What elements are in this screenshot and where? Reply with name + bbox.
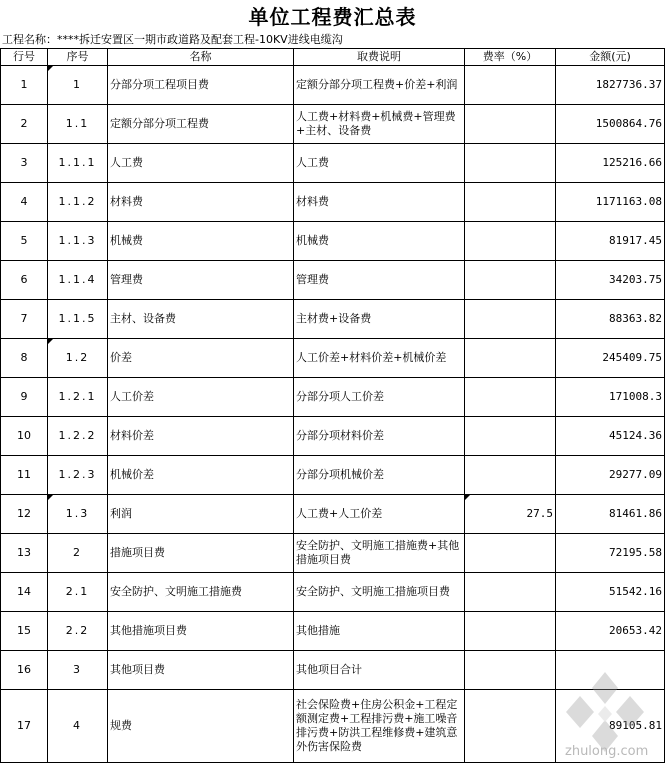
- row-rate: [465, 339, 556, 378]
- row-name-text: 价差: [110, 351, 132, 364]
- row-number: [1, 534, 48, 573]
- row-name-text: 分部分项工程项目费: [110, 78, 209, 91]
- row-desc: [294, 495, 465, 534]
- row-rate: [465, 378, 556, 417]
- row-number-text: 8: [20, 351, 28, 364]
- row-name-text: 机械费: [110, 234, 143, 247]
- row-desc-text: 定额分部分项工程费+价差+利润: [296, 78, 458, 91]
- comment-marker-icon: [465, 495, 470, 500]
- row-desc: [294, 690, 465, 763]
- row-amount: [556, 456, 665, 495]
- row-desc-text: 其他项目合计: [296, 663, 362, 676]
- row-desc-text: 管理费: [296, 273, 329, 286]
- row-seq: [48, 222, 108, 261]
- row-seq-text: 3: [73, 663, 82, 676]
- row-number-text: 4: [20, 195, 28, 208]
- row-desc-text: 人工价差+材料价差+机械价差: [296, 351, 447, 364]
- row-number: [1, 261, 48, 300]
- cost-summary-table: [0, 48, 665, 763]
- row-amount-text: 1500864.76: [595, 117, 662, 130]
- row-desc-text: 人工费+材料费+机械费+管理费+主材、设备费: [296, 110, 456, 137]
- row-rate: [465, 300, 556, 339]
- row-number: [1, 105, 48, 144]
- table-row: [1, 183, 665, 222]
- table-row: [1, 612, 665, 651]
- row-rate: [465, 261, 556, 300]
- row-amount: [556, 339, 665, 378]
- row-name-text: 定额分部分项工程费: [110, 117, 209, 130]
- row-seq: [48, 456, 108, 495]
- row-desc: [294, 417, 465, 456]
- row-name-text: 其他措施项目费: [110, 624, 187, 637]
- row-rate: [465, 534, 556, 573]
- table-row: [1, 339, 665, 378]
- row-seq: [48, 105, 108, 144]
- row-number: [1, 612, 48, 651]
- row-name: [108, 222, 294, 261]
- row-number: [1, 690, 48, 763]
- row-name: [108, 456, 294, 495]
- row-amount-text: 51542.16: [609, 585, 662, 598]
- row-seq: [48, 378, 108, 417]
- header-row-no: 行号: [1, 49, 48, 66]
- row-seq: [48, 534, 108, 573]
- row-number-text: 17: [17, 719, 31, 732]
- row-seq: [48, 495, 108, 534]
- row-amount-text: 245409.75: [602, 351, 662, 364]
- row-name: [108, 495, 294, 534]
- row-desc-text: 人工费: [296, 156, 329, 169]
- row-number: [1, 222, 48, 261]
- row-name: [108, 339, 294, 378]
- table-row: [1, 378, 665, 417]
- row-amount: [556, 300, 665, 339]
- header-seq: 序号: [48, 49, 108, 66]
- header-desc: 取费说明: [294, 49, 465, 66]
- row-amount: [556, 495, 665, 534]
- row-desc-text: 材料费: [296, 195, 329, 208]
- row-amount-text: 45124.36: [609, 429, 662, 442]
- row-rate: [465, 144, 556, 183]
- row-amount-text: 1827736.37: [595, 78, 662, 91]
- header-rate: 费率（%）: [465, 49, 556, 66]
- row-desc-text: 其他措施: [296, 624, 340, 637]
- row-amount-text: 81461.86: [609, 507, 662, 520]
- row-name-text: 管理费: [110, 273, 143, 286]
- row-number-text: 12: [17, 507, 31, 520]
- row-desc: [294, 66, 465, 105]
- table-row: [1, 105, 665, 144]
- row-name: [108, 144, 294, 183]
- header-amount: 金额(元): [556, 49, 665, 66]
- row-name: [108, 612, 294, 651]
- row-rate: [465, 66, 556, 105]
- row-rate: [465, 573, 556, 612]
- row-name-text: 其他项目费: [110, 663, 165, 676]
- row-rate: [465, 456, 556, 495]
- row-amount-text: 171008.3: [609, 390, 662, 403]
- row-name-text: 材料费: [110, 195, 143, 208]
- row-seq: [48, 144, 108, 183]
- row-seq-text: 1.1.5: [58, 312, 97, 325]
- row-desc: [294, 534, 465, 573]
- row-name: [108, 690, 294, 763]
- table-row: [1, 222, 665, 261]
- row-rate: [465, 612, 556, 651]
- row-amount-text: 1171163.08: [595, 195, 662, 208]
- row-name: [108, 651, 294, 690]
- row-seq-text: 1.1.2: [58, 195, 97, 208]
- watermark-text: zhulong.com: [565, 744, 649, 759]
- row-name-text: 材料价差: [110, 429, 154, 442]
- row-desc-text: 安全防护、文明施工措施费+其他措施项目费: [296, 539, 460, 566]
- row-name-text: 主材、设备费: [110, 312, 176, 325]
- row-rate: [465, 222, 556, 261]
- row-number-text: 7: [20, 312, 28, 325]
- row-rate-text: 27.5: [526, 507, 553, 520]
- row-desc-text: 人工费+人工价差: [296, 507, 383, 520]
- row-name: [108, 183, 294, 222]
- row-name: [108, 261, 294, 300]
- row-desc: [294, 183, 465, 222]
- row-desc-text: 分部分项机械价差: [296, 468, 384, 481]
- row-rate: [465, 417, 556, 456]
- row-seq: [48, 612, 108, 651]
- row-rate: [465, 690, 556, 763]
- row-seq: [48, 651, 108, 690]
- row-number-text: 14: [17, 585, 31, 598]
- row-amount-text: 72195.58: [609, 546, 662, 559]
- row-number: [1, 183, 48, 222]
- row-amount: [556, 417, 665, 456]
- row-number: [1, 144, 48, 183]
- row-name: [108, 300, 294, 339]
- row-desc-text: 主材费+设备费: [296, 312, 372, 325]
- row-seq: [48, 261, 108, 300]
- row-seq: [48, 573, 108, 612]
- row-name: [108, 417, 294, 456]
- table-row: [1, 144, 665, 183]
- table-row: [1, 66, 665, 105]
- table-row: [1, 456, 665, 495]
- row-seq-text: 1.2.3: [58, 468, 97, 481]
- table-row: [1, 261, 665, 300]
- row-name: [108, 378, 294, 417]
- row-name: [108, 66, 294, 105]
- row-number: [1, 651, 48, 690]
- row-seq-text: 1.3: [65, 507, 90, 520]
- row-number: [1, 417, 48, 456]
- row-name: [108, 105, 294, 144]
- row-name: [108, 534, 294, 573]
- row-amount: [556, 534, 665, 573]
- row-rate: [465, 495, 556, 534]
- row-number-text: 10: [17, 429, 31, 442]
- row-number: [1, 378, 48, 417]
- comment-marker-icon: [48, 339, 53, 344]
- row-amount: [556, 378, 665, 417]
- row-amount: [556, 105, 665, 144]
- row-name-text: 机械价差: [110, 468, 154, 481]
- table-row: [1, 573, 665, 612]
- row-number-text: 13: [17, 546, 31, 559]
- row-desc-text: 社会保险费+住房公积金+工程定额测定费+工程排污费+施工噪音排污费+防洪工程维修费+建筑意外伤害保险费: [296, 698, 458, 753]
- row-name-text: 利润: [110, 507, 132, 520]
- row-seq-text: 1.1.1: [58, 156, 97, 169]
- row-amount-text: 89105.81: [609, 719, 662, 732]
- table-row: [1, 417, 665, 456]
- row-number-text: 6: [20, 273, 28, 286]
- row-seq: [48, 66, 108, 105]
- row-seq-text: 1.1: [65, 117, 90, 130]
- row-amount-text: 81917.45: [609, 234, 662, 247]
- row-number-text: 11: [17, 468, 31, 481]
- row-desc: [294, 144, 465, 183]
- row-desc: [294, 300, 465, 339]
- row-seq-text: 1.1.3: [58, 234, 97, 247]
- row-name-text: 人工费: [110, 156, 143, 169]
- row-desc: [294, 612, 465, 651]
- comment-marker-icon: [48, 66, 53, 71]
- row-amount-text: 29277.09: [609, 468, 662, 481]
- row-number-text: 2: [20, 117, 28, 130]
- page-title: 单位工程费汇总表: [248, 5, 417, 29]
- row-desc: [294, 339, 465, 378]
- header-name: 名称: [108, 49, 294, 66]
- row-amount: [556, 144, 665, 183]
- row-amount-text: 20653.42: [609, 624, 662, 637]
- row-desc-text: 分部分项材料价差: [296, 429, 384, 442]
- row-seq-text: 1.1.4: [58, 273, 97, 286]
- row-rate: [465, 651, 556, 690]
- row-desc: [294, 651, 465, 690]
- row-desc: [294, 105, 465, 144]
- row-seq: [48, 183, 108, 222]
- row-number: [1, 573, 48, 612]
- row-seq-text: 1.2.2: [58, 429, 97, 442]
- row-number-text: 15: [17, 624, 31, 637]
- row-amount-text: 125216.66: [602, 156, 662, 169]
- table-row: [1, 534, 665, 573]
- row-name-text: 措施项目费: [110, 546, 165, 559]
- row-number-text: 3: [20, 156, 28, 169]
- row-amount: [556, 66, 665, 105]
- row-amount: [556, 573, 665, 612]
- row-amount-text: 34203.75: [609, 273, 662, 286]
- row-seq: [48, 690, 108, 763]
- row-seq-text: 2.2: [65, 624, 90, 637]
- row-name-text: 规费: [110, 719, 132, 732]
- row-desc: [294, 222, 465, 261]
- row-seq-text: 2.1: [65, 585, 90, 598]
- table-row: [1, 495, 665, 534]
- project-name: 工程名称：****拆迁安置区一期市政道路及配套工程-10KV进线电缆沟: [2, 33, 343, 46]
- row-seq-text: 1: [73, 78, 82, 91]
- row-number: [1, 495, 48, 534]
- row-seq: [48, 339, 108, 378]
- row-number: [1, 339, 48, 378]
- row-desc: [294, 573, 465, 612]
- row-amount: [556, 261, 665, 300]
- row-amount: [556, 222, 665, 261]
- row-number: [1, 456, 48, 495]
- row-name-text: 人工价差: [110, 390, 154, 403]
- row-seq-text: 4: [73, 719, 82, 732]
- row-desc: [294, 261, 465, 300]
- row-desc-text: 机械费: [296, 234, 329, 247]
- row-desc: [294, 456, 465, 495]
- row-seq-text: 1.2: [65, 351, 90, 364]
- row-number: [1, 66, 48, 105]
- comment-marker-icon: [48, 495, 53, 500]
- row-amount-text: 88363.82: [609, 312, 662, 325]
- row-seq: [48, 300, 108, 339]
- row-number-text: 1: [20, 78, 28, 91]
- table-row: [1, 300, 665, 339]
- row-amount: [556, 612, 665, 651]
- row-seq: [48, 417, 108, 456]
- row-number-text: 16: [17, 663, 31, 676]
- row-desc: [294, 378, 465, 417]
- row-number: [1, 300, 48, 339]
- row-number-text: 5: [20, 234, 28, 247]
- row-amount: [556, 183, 665, 222]
- table-header-row: [1, 49, 665, 66]
- row-number-text: 9: [20, 390, 28, 403]
- row-desc-text: 分部分项人工价差: [296, 390, 384, 403]
- row-name-text: 安全防护、文明施工措施费: [110, 585, 242, 598]
- row-rate: [465, 183, 556, 222]
- row-name: [108, 573, 294, 612]
- row-desc-text: 安全防护、文明施工措施项目费: [296, 585, 450, 598]
- row-seq-text: 1.2.1: [58, 390, 97, 403]
- row-rate: [465, 105, 556, 144]
- row-seq-text: 2: [73, 546, 82, 559]
